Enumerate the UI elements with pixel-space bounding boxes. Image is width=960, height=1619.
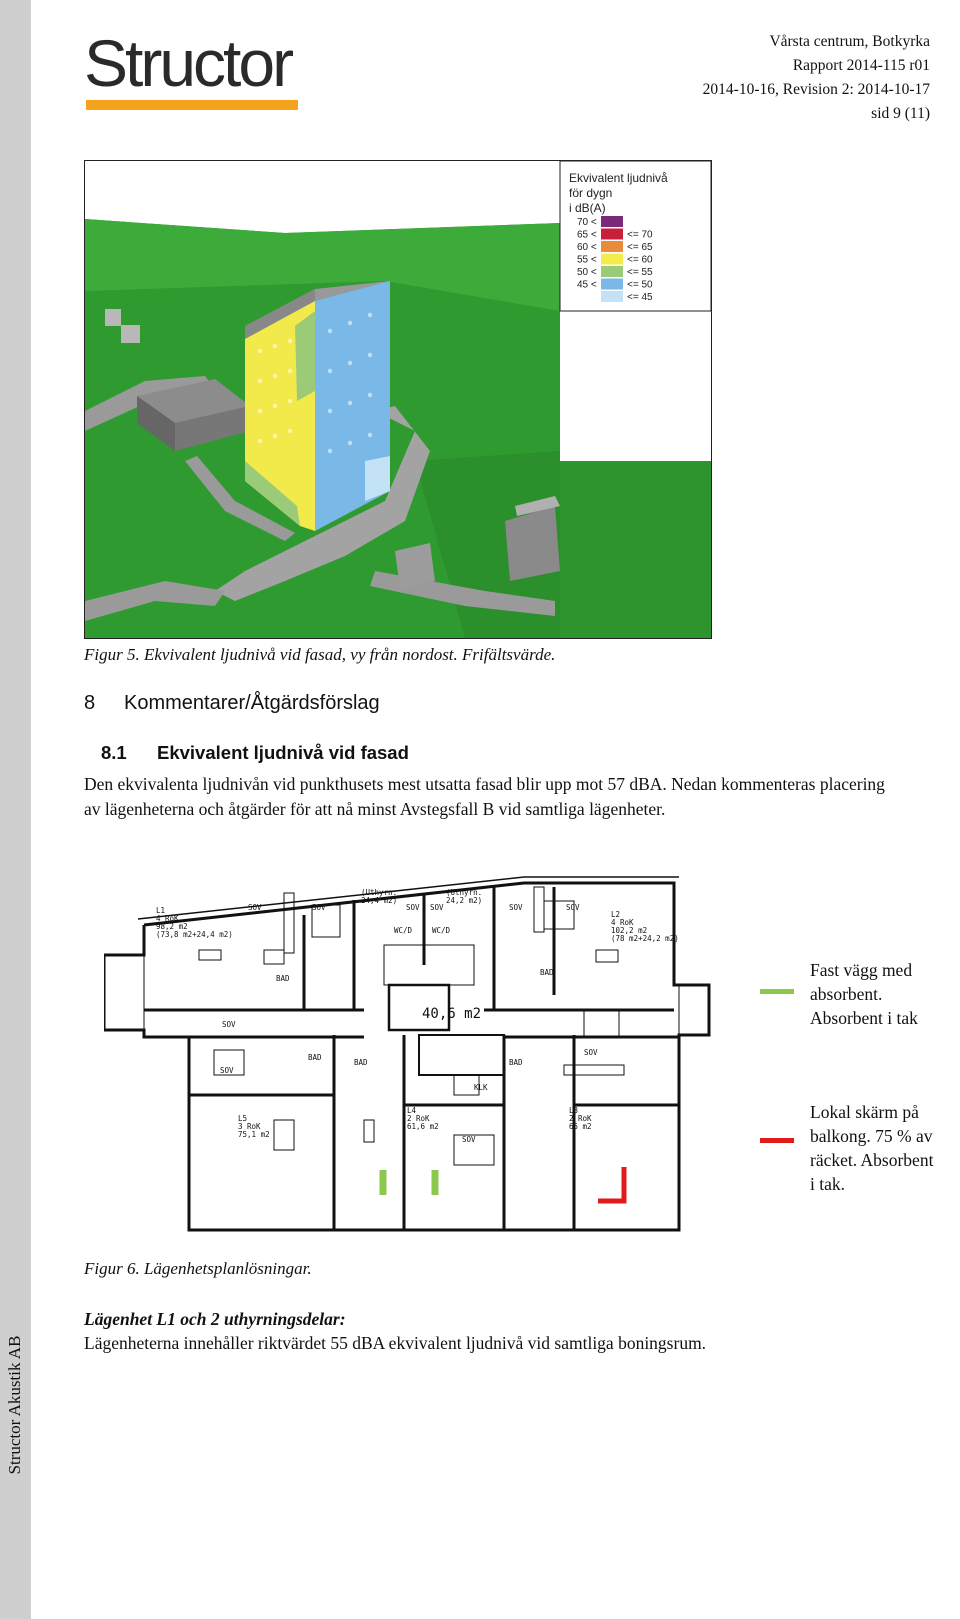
room-l3-type: 2 RoK — [569, 1114, 592, 1123]
room-l3-area: 65 m2 — [569, 1122, 592, 1131]
sidebar-company: Structor Akustik AB — [5, 1335, 24, 1475]
room-sov-3: SOV — [406, 903, 420, 912]
legend-high-4: <= 55 — [627, 267, 653, 278]
legend-green-swatch — [760, 989, 794, 994]
balcony-screen — [598, 1167, 624, 1201]
company-logo — [84, 26, 292, 100]
legend-swatch-0 — [601, 216, 623, 227]
legend-high-2: <= 65 — [627, 242, 653, 253]
room-uthyrn2-label: (Uthyrn. — [446, 888, 483, 897]
header-date: 2014-10-16, Revision 2: 2014-10-17 — [702, 81, 930, 98]
room-l2-type: 4 RoK — [611, 918, 634, 927]
section-title: Kommentarer/Åtgärdsförslag — [124, 692, 380, 714]
room-sov-6: SOV — [566, 903, 580, 912]
header-report: Rapport 2014-115 r01 — [792, 57, 930, 74]
logo-wordmark: Structor — [84, 26, 292, 100]
core-area: 40,6 m2 — [422, 1006, 482, 1022]
legend-high-6: <= 45 — [627, 292, 653, 303]
legend-swatch-1 — [601, 229, 623, 240]
room-l2-split: (78 m2+24,2 m2) — [611, 934, 679, 943]
room-wcd-2: WC/D — [432, 926, 451, 935]
legend-low-0: 70 < — [577, 217, 597, 228]
room-l1-split: (73,8 m2+24,4 m2) — [156, 930, 233, 939]
section-number: 8 — [84, 692, 96, 714]
room-bad-5: BAD — [509, 1058, 523, 1067]
legend-swatch-4 — [601, 266, 623, 277]
room-sov-7: SOV — [222, 1020, 236, 1029]
room-uthyrn1-area: 24,4 m2) — [361, 896, 398, 905]
legend-title-2: för dygn — [569, 186, 613, 200]
room-l4-area: 61,6 m2 — [407, 1122, 439, 1131]
room-l3-name: L3 — [569, 1106, 579, 1115]
legend-red-text: Lokal skärm på balkong. 75 % av räcket. Absorbent i tak. — [810, 1102, 934, 1194]
apartment-heading: Lägenhet L1 och 2 uthyrningsdelar: — [84, 1309, 346, 1329]
logo-underline — [86, 100, 298, 110]
report-header — [703, 30, 930, 126]
room-l2-name: L2 — [611, 910, 621, 919]
figure-noise-model — [84, 160, 712, 639]
room-uthyrn1-label: (Uthyrn. — [361, 888, 398, 897]
room-klk: KLK — [474, 1083, 488, 1092]
section-heading — [84, 692, 380, 715]
room-bad-3: BAD — [308, 1053, 322, 1062]
room-l5-area: 75,1 m2 — [238, 1130, 270, 1139]
body-paragraph: Den ekvivalenta ljudnivån vid punkthusets mest utsatta fasad blir upp mot 57 dBA. Nedan kommenteras placering av lägenheterna och åtgärder för att nå minst Avstegsfall B vid samtliga lägenheter. — [84, 774, 885, 819]
room-uthyrn2-area: 24,2 m2) — [446, 896, 483, 905]
subsection-number: 8.1 — [101, 742, 127, 763]
figure6-caption: Figur 6. Lägenhetsplanlösningar. — [84, 1259, 312, 1278]
room-sov-2: SOV — [312, 903, 326, 912]
legend-high-1: <= 70 — [627, 229, 653, 241]
legend-swatch-2 — [601, 241, 623, 252]
room-sov-9: SOV — [584, 1048, 598, 1057]
subsection-heading — [101, 742, 409, 764]
room-l1-area: 98,2 m2 — [156, 922, 188, 931]
legend-low-3: 55 < — [577, 254, 597, 266]
legend-high-3: <= 60 — [627, 254, 653, 266]
legend-green-text: Fast vägg med absorbent. Absorbent i tak — [810, 960, 918, 1028]
legend-high-5: <= 50 — [627, 279, 653, 291]
room-l1-type: 4 RoK — [156, 914, 179, 923]
room-l5-name: L5 — [238, 1114, 248, 1123]
sidebar-strip — [0, 0, 31, 1619]
room-l5-type: 3 RoK — [238, 1122, 261, 1131]
header-page: sid 9 (11) — [871, 105, 930, 122]
legend-low-4: 50 < — [577, 267, 597, 278]
legend-title-3: i dB(A) — [569, 201, 606, 215]
legend-low-2: 60 < — [577, 242, 597, 253]
figure-floor-plan — [104, 875, 732, 1245]
room-sov-5: SOV — [509, 903, 523, 912]
room-sov-8: SOV — [220, 1066, 234, 1075]
subsection-title: Ekvivalent ljudnivå vid fasad — [157, 742, 409, 763]
header-project: Vårsta centrum, Botkyrka — [769, 33, 930, 50]
room-l1-name: L1 — [156, 906, 166, 915]
room-bad-2: BAD — [540, 968, 554, 977]
legend-title-1: Ekvivalent ljudnivå — [569, 171, 668, 185]
legend-low-1: 65 < — [577, 229, 597, 241]
room-l2-area: 102,2 m2 — [611, 926, 648, 935]
room-l4-name: L4 — [407, 1106, 417, 1115]
room-l4-type: 2 RoK — [407, 1114, 430, 1123]
room-bad-1: BAD — [276, 974, 290, 983]
room-bad-4: BAD — [354, 1058, 368, 1067]
room-sov-10: SOV — [462, 1135, 476, 1144]
figure5-caption: Figur 5. Ekvivalent ljudnivå vid fasad, vy från nordost. Frifältsvärde. — [84, 645, 556, 664]
apartment-text: Lägenheterna innehåller riktvärdet 55 dBA ekvivalent ljudnivå vid samtliga boningsrum. — [84, 1333, 707, 1353]
room-wcd-1: WC/D — [394, 926, 413, 935]
legend-swatch-3 — [601, 254, 623, 265]
room-sov-4: SOV — [430, 903, 444, 912]
legend-swatch-6 — [601, 291, 623, 302]
legend-red-swatch — [760, 1138, 794, 1143]
room-sov-1: SOV — [248, 903, 262, 912]
legend-swatch-5 — [601, 279, 623, 290]
legend-low-5: 45 < — [577, 279, 597, 291]
